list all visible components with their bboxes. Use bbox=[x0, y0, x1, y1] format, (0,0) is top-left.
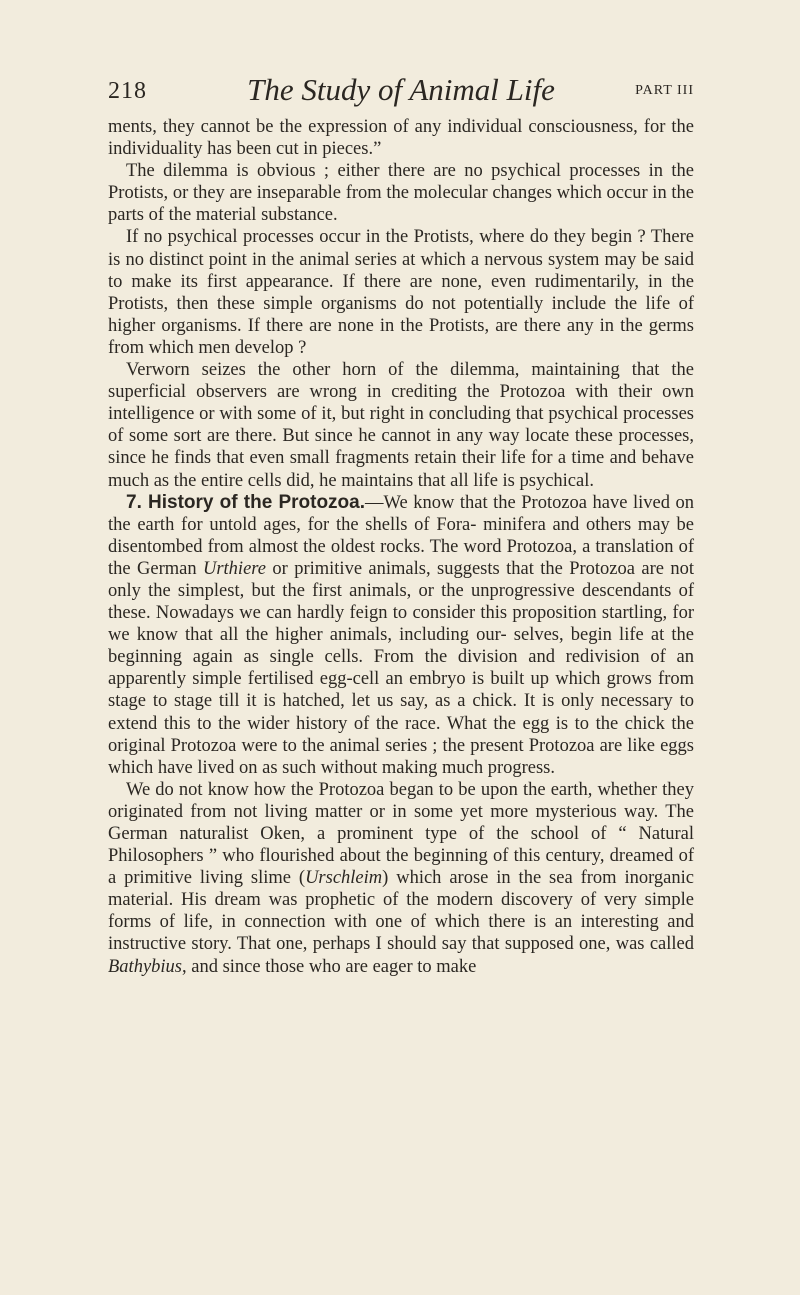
term-urthiere: Urthiere bbox=[202, 558, 267, 579]
paragraph-5-text-b: or primitive animals, suggests that the Protozoa are not only the simplest, but the first animals, or the unprogressive descendants of these. Nowadays we can hardly feign to consider this proposition startling, for we know that all the higher animals, including our- selves, begin life at the beginning again as single cells. From the division and redivision of an apparently simple fertilised egg-cell an embryo is built up which grows from stage to stage till it is hatched, let us say, as a chick. It is only necessary to extend this to the wider history of the race. What the egg is to the chick the original Protozoa were to the animal series ; the present Protozoa are like eggs which have lived on as such without making much progress. bbox=[108, 558, 694, 778]
section-heading: 7. History of the Protozoa. bbox=[126, 491, 366, 513]
paragraph-2: The dilemma is obvious ; either there are no psychical processes in the Protists, or they are inseparable from the molecular changes which occur in the parts of the material substance. bbox=[108, 161, 694, 226]
paragraph-6-text-a: We do not know how the Protozoa began to be upon the earth, whether they originated from not living matter or in some yet more mysterious way. The German naturalist Oken, a prominent type of the school of “ Natural Philosophers ” who flourished about the beginning of this century, dreamed of a primitive living slime ( bbox=[108, 779, 694, 889]
paragraph-1: ments, they cannot be the expression of any individual consciousness, for the individuality has been cut in pieces.” bbox=[108, 117, 694, 160]
paragraph-3: If no psychical processes occur in the Protists, where do they begin ? There is no distinct point in the animal series at which a nervous system may be said to make its first appearance. If there are none, even rudimentarily, in the Protists, then these simple organisms do not potentially include the life of higher organisms. If there are none in the Protists, are there any in the germs from which men develop ? bbox=[108, 227, 694, 358]
page-body bbox=[108, 116, 694, 978]
paragraph-6 bbox=[108, 779, 694, 978]
term-bathybius: Bathybius bbox=[108, 956, 182, 977]
running-header bbox=[108, 68, 694, 108]
part-label: PART III bbox=[635, 83, 694, 98]
paragraph-5 bbox=[108, 492, 694, 779]
paragraph-4: Verworn seizes the other horn of the dilemma, maintaining that the superficial observers are wrong in crediting the Protozoa with their own intelligence or with some of it, but right in concluding that psychical processes of some sort are there. But since he cannot in any way locate these processes, since he finds that even small fragments retain their life for a time and behave much as the entire cells did, he maintains that all life is psychical. bbox=[108, 360, 694, 491]
running-title: The Study of Animal Life bbox=[247, 72, 555, 107]
paragraph-6-text-b: ) which arose in the sea from inorganic material. His dream was prophetic of the modern discovery of very simple forms of life, in connection with one of which there is an interesting and instructive story. That one, perhaps I should say that supposed one, was called bbox=[108, 868, 694, 955]
page-number: 218 bbox=[108, 78, 147, 104]
term-urschleim: Urschleim bbox=[305, 868, 383, 889]
paragraph-6-text-c: , and since those who are eager to make bbox=[182, 956, 477, 977]
paragraph-5-text-a: —We know that the Protozoa have lived on the earth for untold ages, for the shells of Fora- minifera and others may be disentombed from almost the oldest rocks. The word Protozoa, a translation of the German bbox=[108, 492, 694, 579]
